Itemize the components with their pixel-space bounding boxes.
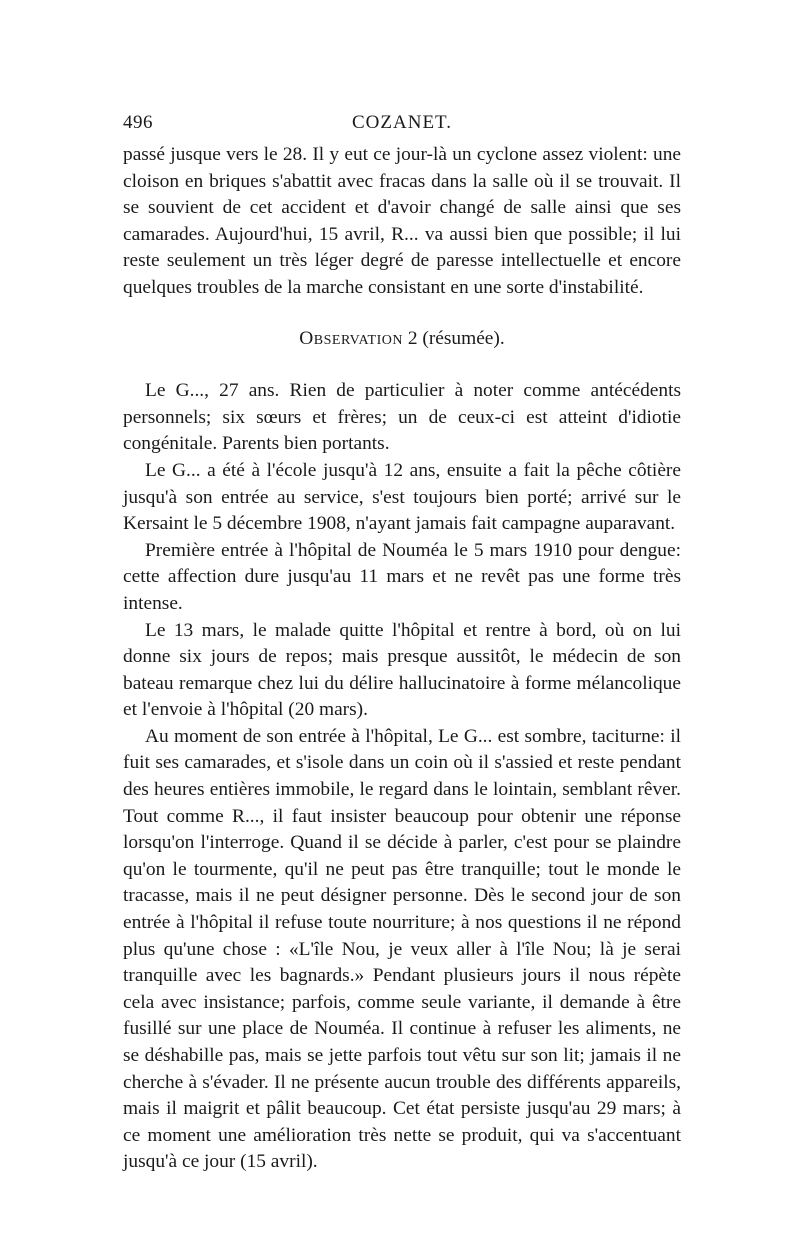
page-number: 496	[123, 112, 153, 133]
section-heading	[123, 326, 681, 353]
paragraph: Au moment de son entrée à l'hôpital, Le G... est sombre, taciturne: il fuit ses camarades, et s'isole dans un coin où il s'assied et reste pendant des heures entières immobile, le regard dans le lointain, semblant rêver. Tout comme R..., il faut insister beaucoup pour obtenir une réponse lorsqu'on l'interroge. Quand il se décide à parler, c'est pour se plaindre qu'on le tourmente, qu'il ne peut pas être tranquille; tout le monde le tracasse, mais il ne peut désigner personne. Dès le second jour de son entrée à l'hôpital il refuse toute nourriture; à nos questions il ne répond plus qu'une chose : «L'île Nou, je veux aller à l'île Nou; là je serai tranquille avec les bagnards.» Pendant plusieurs jours il nous répète cela avec insistance; parfois, comme seule variante, il demande à être fusillé sur une place de Nouméa. Il continue à refuser les aliments, ne se déshabille pas, mais se jette parfois tout vêtu sur son lit; jamais il ne cherche à s'évader. Il ne présente aucun trouble des différents appareils, mais il maigrit et pâlit beaucoup. Cet état persiste jusqu'au 29 mars; à ce moment une amélioration très nette se produit, qui va s'accentuant jusqu'à ce jour (15 avril).	[123, 725, 681, 1173]
paragraph: Première entrée à l'hôpital de Nouméa le 5 mars 1910 pour dengue: cette affection dure jusqu'au 11 mars et ne revêt pas une forme très intense.	[123, 539, 681, 614]
section-heading-label: Observation	[299, 327, 403, 349]
running-title: COZANET.	[352, 112, 452, 133]
continuation-paragraph: passé jusque vers le 28. Il y eut ce jour-là un cyclone assez violent: une cloison en briques s'abattit avec fracas dans la salle où il se trouvait. Il se souvient de cet accident et d'avoir changé de salle ainsi que ses camarades. Aujourd'hui, 15 avril, R... va aussi bien que possible; il lui reste seulement un très léger degré de paresse intellectuelle et encore quelques troubles de la marche consistant en une sorte d'instabilité.	[123, 144, 681, 298]
running-head	[123, 112, 681, 142]
paragraph: Le G... a été à l'école jusqu'à 12 ans, ensuite a fait la pêche côtière jusqu'à son entrée au service, s'est toujours bien porté; arrivé sur le Kersaint le 5 décembre 1908, n'ayant jamais fait campagne auparavant.	[123, 459, 681, 535]
book-page	[123, 112, 681, 1173]
section-heading-rest: 2 (résumée).	[402, 327, 505, 349]
paragraph: Le G..., 27 ans. Rien de particulier à noter comme antécédents personnels; six sœurs et frères; un de ceux-ci est atteint d'idiotie congénitale. Parents bien portants.	[123, 380, 681, 455]
body-text	[123, 142, 681, 1176]
paragraph: Le 13 mars, le malade quitte l'hôpital et rentre à bord, où on lui donne six jours de repos; mais presque aussitôt, le médecin de son bateau remarque chez lui du délire hallucinatoire à forme mélancolique et l'envoie à l'hôpital (20 mars).	[123, 619, 681, 721]
